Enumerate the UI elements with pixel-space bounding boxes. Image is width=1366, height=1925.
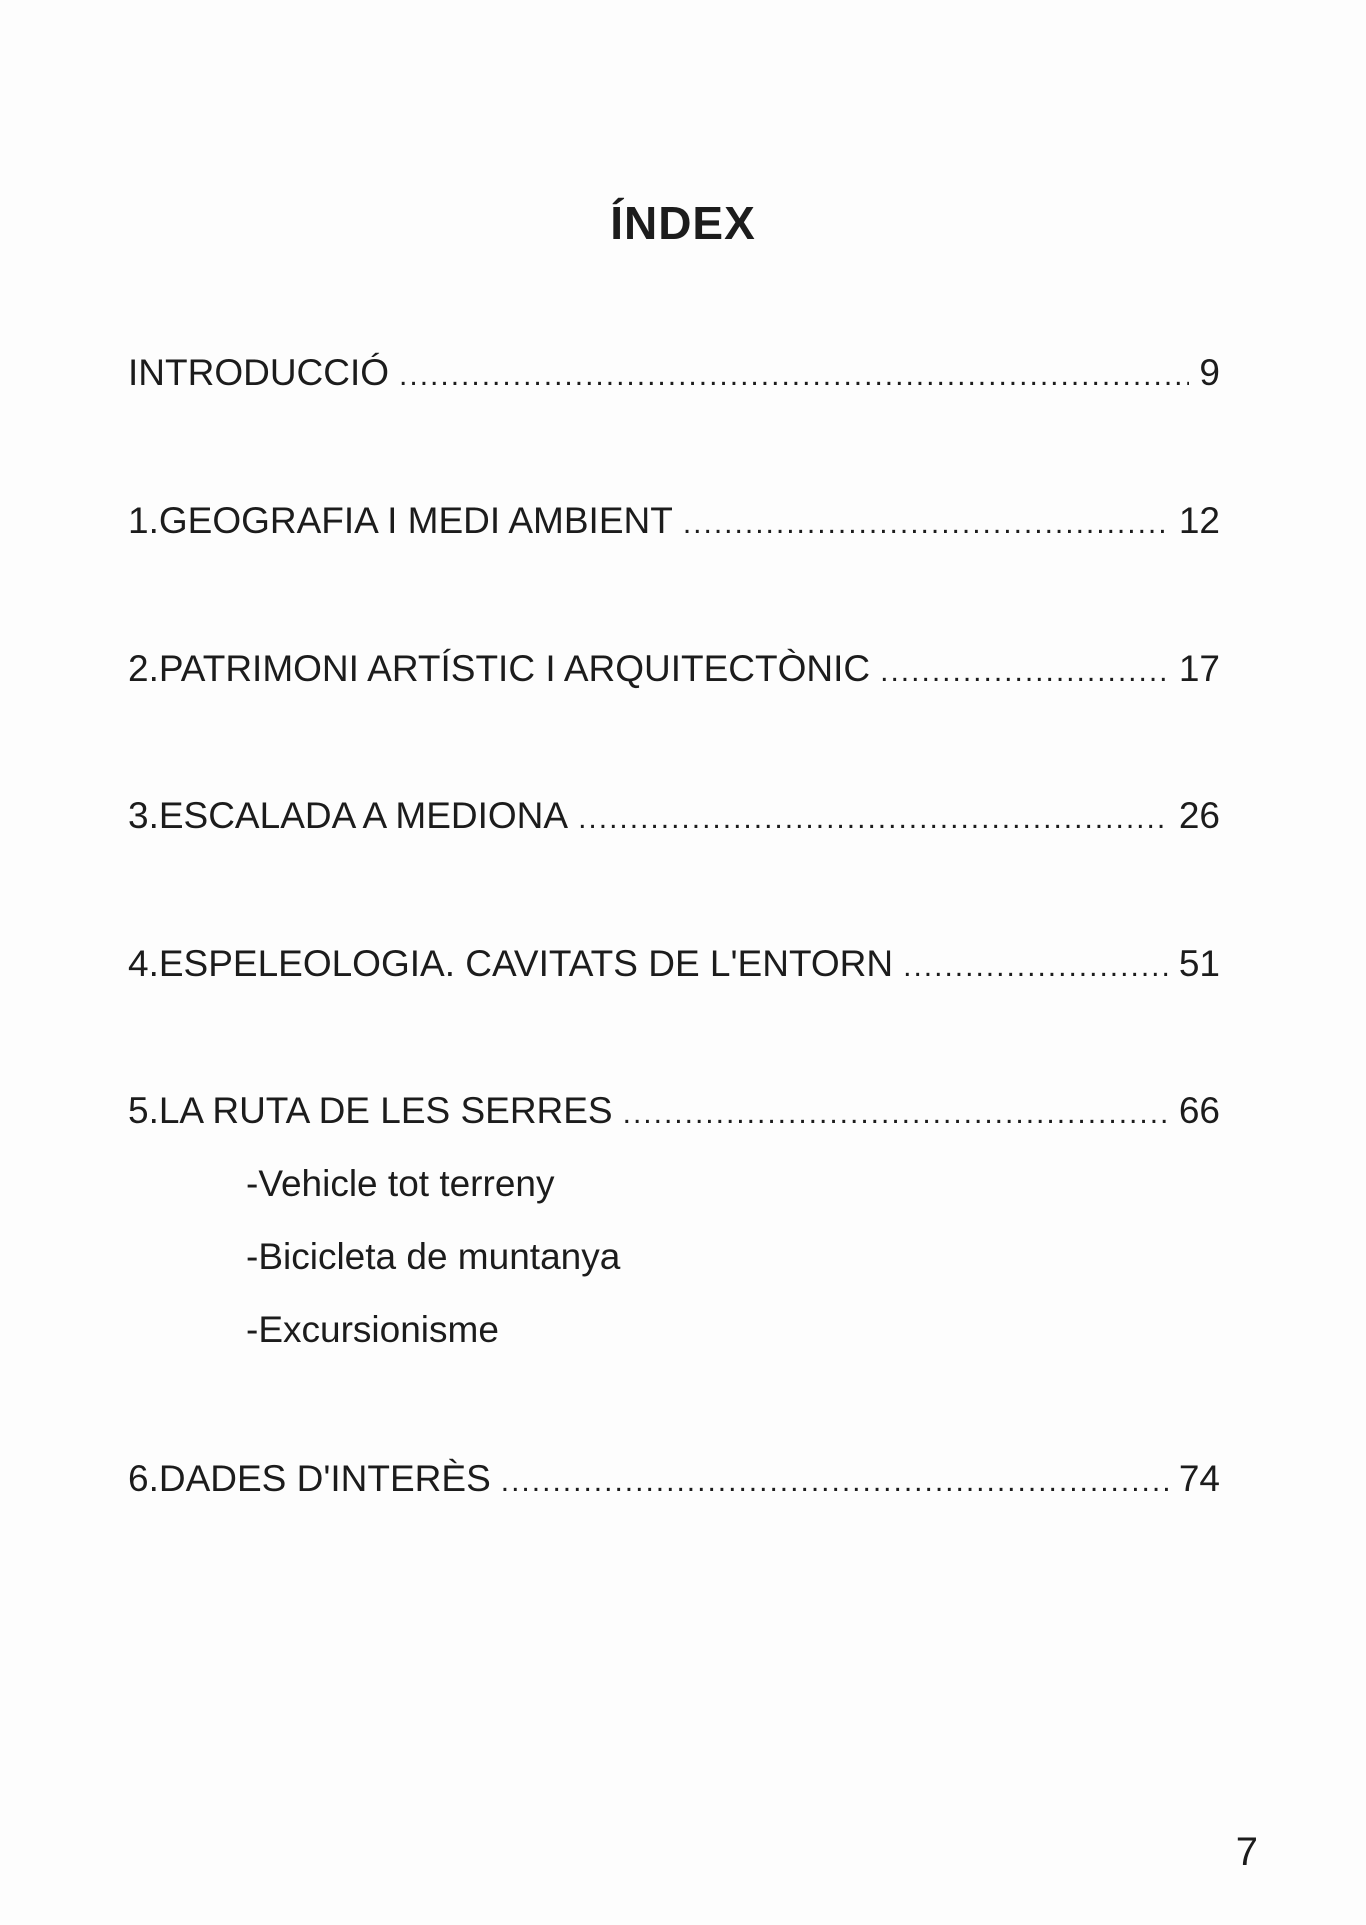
toc-entry-patrimoni: [128, 648, 1220, 690]
toc-entry-label: 5.LA RUTA DE LES SERRES: [128, 1090, 613, 1131]
toc-entry-introduccio: [128, 352, 1220, 394]
toc-entry-espeleologia: [128, 943, 1220, 985]
toc-entry-page: 66: [1178, 1090, 1220, 1131]
toc-entry-page: 17: [1178, 648, 1220, 689]
toc-subentry: -Bicicleta de muntanya: [246, 1236, 621, 1277]
dot-leader: [880, 655, 1169, 689]
toc-entry-escalada: [128, 795, 1220, 837]
toc-entry-label: 2.PATRIMONI ARTÍSTIC I ARQUITECTÒNIC: [128, 648, 871, 689]
dot-leader: [399, 359, 1189, 393]
toc-entry-page: 26: [1178, 795, 1220, 836]
toc-entry-page: 12: [1178, 500, 1220, 541]
page-title: ÍNDEX: [610, 197, 756, 249]
toc-entry-label: 4.ESPELEOLOGIA. CAVITATS DE L'ENTORN: [128, 943, 894, 984]
toc-entry-ruta-serres: [128, 1090, 1220, 1132]
toc-entry-label: 1.GEOGRAFIA I MEDI AMBIENT: [128, 500, 673, 541]
toc-subentry: -Vehicle tot terreny: [246, 1163, 555, 1204]
dot-leader: [501, 1465, 1169, 1499]
toc-entry-label: 3.ESCALADA A MEDIONA: [128, 795, 569, 836]
toc-entry-label: 6.DADES D'INTERÈS: [128, 1458, 491, 1499]
toc-entry-label: INTRODUCCIÓ: [128, 352, 390, 393]
toc-entry-page: 9: [1199, 352, 1220, 393]
toc-entry-page: 51: [1178, 943, 1220, 984]
toc-subentry: -Excursionisme: [246, 1309, 499, 1350]
dot-leader: [623, 1097, 1169, 1131]
page-number: 7: [1235, 1830, 1258, 1874]
toc-entry-geografia: [128, 500, 1220, 542]
dot-leader: [683, 507, 1169, 541]
dot-leader: [578, 802, 1169, 836]
dot-leader: [903, 950, 1169, 984]
toc-entry-page: 74: [1178, 1458, 1220, 1499]
toc-entry-dades-interes: [128, 1458, 1220, 1500]
